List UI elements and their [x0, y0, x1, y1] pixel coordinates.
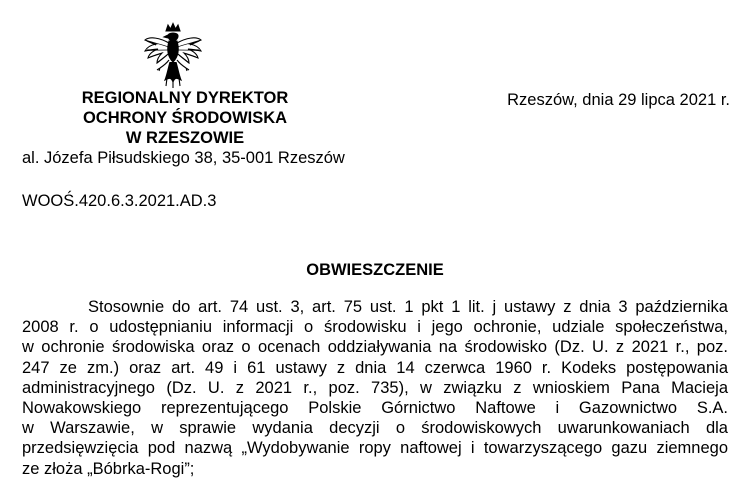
body-line: ze złoża „Bóbrka-Rogi”; [22, 459, 195, 478]
authority-line: OCHRONY ŚRODOWISKA [82, 109, 288, 127]
authority-name [20, 88, 350, 148]
authority-line: REGIONALNY DYREKTOR [81, 89, 289, 107]
body-paragraph [22, 297, 728, 479]
body-line: przedsięwzięcia pod nazwą „Wydobywanie ropy naftowej i towarzyszącego gazu ziemnego [22, 439, 728, 458]
body-line: administracyjnego (Dz. U. z 2021 r., poz. 735), w związku z wnioskiem Pana Macieja [22, 378, 728, 397]
authority-address: al. Józefa Piłsudskiego 38, 35-001 Rzeszów [22, 149, 345, 167]
polish-eagle-emblem-icon [142, 22, 204, 90]
body-line: Nowakowskiego reprezentującego Polskie Górnictwo Naftowe i Gazownictwo S.A. [22, 398, 728, 417]
body-line: w ochronie środowiska oraz o ocenach oddziaływania na środowisko (Dz. U. z 2021 r., poz. [22, 338, 728, 357]
case-number: WOOŚ.420.6.3.2021.AD.3 [22, 192, 217, 210]
place-and-date: Rzeszów, dnia 29 lipca 2021 r. [507, 91, 730, 109]
document-title: OBWIESZCZENIE [306, 261, 444, 279]
body-line: 247 ze zm.) oraz art. 49 i 61 ustawy z dnia 14 czerwca 1960 r. Kodeks postępowania [22, 358, 728, 377]
body-line: Stosownie do art. 74 ust. 3, art. 75 ust. 1 pkt 1 lit. j ustawy z dnia 3 października [88, 298, 728, 316]
authority-line: W RZESZOWIE [125, 129, 245, 147]
body-line: 2008 r. o udostępnianiu informacji o środowisku i jego ochronie, udziale społeczeństwa, [22, 318, 728, 337]
body-line: w Warszawie, w sprawie wydania decyzji o środowiskowych uwarunkowaniach dla [22, 419, 728, 438]
